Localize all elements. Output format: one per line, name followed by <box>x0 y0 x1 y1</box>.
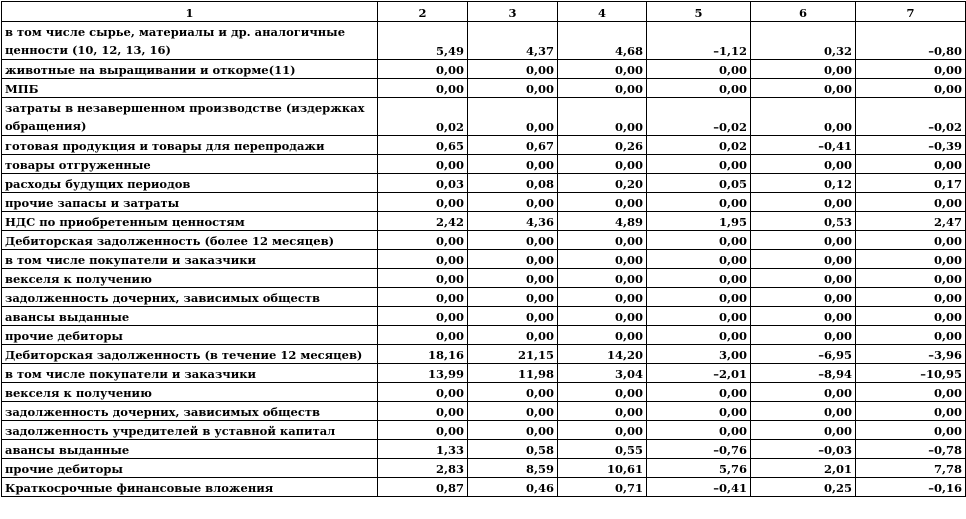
table-cell: 0,12 <box>751 174 856 193</box>
table-cell: 14,20 <box>558 345 647 364</box>
table-cell: 0,00 <box>856 231 966 250</box>
table-row <box>2 79 966 98</box>
table-cell: –0,76 <box>647 440 751 459</box>
table-cell: 21,15 <box>468 345 558 364</box>
table-cell: 0,00 <box>558 250 647 269</box>
table-cell: 0,00 <box>856 60 966 79</box>
row-label: векселя к получению <box>2 269 378 288</box>
table-row <box>2 193 966 212</box>
table-cell: 0,00 <box>856 155 966 174</box>
table-cell: –0,39 <box>856 136 966 155</box>
row-label: в том числе покупатели и заказчики <box>2 250 378 269</box>
table-row <box>2 98 966 136</box>
table-cell: 4,37 <box>468 22 558 60</box>
table-cell: 0,00 <box>856 402 966 421</box>
table-cell: –6,95 <box>751 345 856 364</box>
table-cell: –3,96 <box>856 345 966 364</box>
table-cell: 0,00 <box>378 307 468 326</box>
column-header: 3 <box>468 2 558 22</box>
table-cell: 7,78 <box>856 459 966 478</box>
row-label: Дебиторская задолженность (более 12 месяцев) <box>2 231 378 250</box>
table-cell: 0,00 <box>647 231 751 250</box>
table-row <box>2 288 966 307</box>
table-cell: 0,32 <box>751 22 856 60</box>
table-cell: 0,00 <box>378 269 468 288</box>
table-cell: 0,00 <box>856 288 966 307</box>
row-label: задолженность дочерних, зависимых обществ <box>2 402 378 421</box>
table-cell: 0,00 <box>647 155 751 174</box>
table-body <box>2 22 966 497</box>
table-cell: –0,02 <box>856 98 966 136</box>
table-row <box>2 250 966 269</box>
table-cell: 0,46 <box>468 478 558 497</box>
table-cell: 0,65 <box>378 136 468 155</box>
table-row <box>2 402 966 421</box>
table-cell: 0,00 <box>751 250 856 269</box>
table-cell: 0,00 <box>468 288 558 307</box>
table-cell: 0,00 <box>751 231 856 250</box>
table-cell: 0,00 <box>647 383 751 402</box>
table-cell: 0,00 <box>378 421 468 440</box>
table-cell: 0,00 <box>378 402 468 421</box>
table-row <box>2 383 966 402</box>
row-label: МПБ <box>2 79 378 98</box>
table-cell: 0,05 <box>647 174 751 193</box>
table-cell: 0,00 <box>468 326 558 345</box>
table-cell: 2,47 <box>856 212 966 231</box>
table-cell: 0,00 <box>856 193 966 212</box>
table-row <box>2 307 966 326</box>
table-cell: 0,00 <box>378 250 468 269</box>
row-label: затраты в незавершенном производстве (издержках обращения) <box>2 98 378 136</box>
table-cell: 0,00 <box>647 307 751 326</box>
table-cell: 2,83 <box>378 459 468 478</box>
table-row <box>2 174 966 193</box>
table-cell: 0,00 <box>856 307 966 326</box>
table-cell: 0,00 <box>558 79 647 98</box>
row-label: Дебиторская задолженность (в течение 12 месяцев) <box>2 345 378 364</box>
table-cell: 0,00 <box>558 231 647 250</box>
table-cell: 1,33 <box>378 440 468 459</box>
table-row <box>2 22 966 60</box>
table-cell: 0,00 <box>856 250 966 269</box>
table-cell: 1,95 <box>647 212 751 231</box>
table-cell: 0,25 <box>751 478 856 497</box>
table-cell: 13,99 <box>378 364 468 383</box>
table-cell: 0,00 <box>378 60 468 79</box>
row-label: животные на выращивании и откорме(11) <box>2 60 378 79</box>
table-cell: 0,00 <box>378 326 468 345</box>
table-cell: 0,87 <box>378 478 468 497</box>
table-cell: 0,00 <box>468 79 558 98</box>
column-header: 2 <box>378 2 468 22</box>
table-cell: 0,00 <box>468 98 558 136</box>
table-cell: 0,00 <box>378 231 468 250</box>
table-cell: 0,00 <box>558 98 647 136</box>
column-header: 7 <box>856 2 966 22</box>
table-row <box>2 345 966 364</box>
table-cell: 0,00 <box>856 326 966 345</box>
column-header: 5 <box>647 2 751 22</box>
table-cell: 0,55 <box>558 440 647 459</box>
table-cell: 0,00 <box>647 326 751 345</box>
table-cell: 5,76 <box>647 459 751 478</box>
row-label: расходы будущих периодов <box>2 174 378 193</box>
table-cell: –2,01 <box>647 364 751 383</box>
table-cell: 0,00 <box>751 193 856 212</box>
table-cell: –0,16 <box>856 478 966 497</box>
table-cell: 5,49 <box>378 22 468 60</box>
table-cell: 0,02 <box>647 136 751 155</box>
table-cell: 0,00 <box>751 79 856 98</box>
table-cell: –1,12 <box>647 22 751 60</box>
row-label: товары отгруженные <box>2 155 378 174</box>
table-cell: 0,00 <box>468 155 558 174</box>
table-row <box>2 478 966 497</box>
table-row <box>2 459 966 478</box>
table-cell: 0,00 <box>751 326 856 345</box>
table-cell: 0,00 <box>647 421 751 440</box>
table-cell: 0,00 <box>751 60 856 79</box>
table-cell: 0,00 <box>468 383 558 402</box>
table-cell: 0,00 <box>647 269 751 288</box>
row-label: авансы выданные <box>2 440 378 459</box>
table-cell: 0,00 <box>751 421 856 440</box>
table-row <box>2 440 966 459</box>
row-label: прочие запасы и затраты <box>2 193 378 212</box>
table-cell: 2,01 <box>751 459 856 478</box>
table-row <box>2 269 966 288</box>
table-cell: 0,00 <box>558 269 647 288</box>
table-cell: 0,02 <box>378 98 468 136</box>
table-cell: –0,80 <box>856 22 966 60</box>
row-label: прочие дебиторы <box>2 326 378 345</box>
table-cell: 0,53 <box>751 212 856 231</box>
financial-table <box>1 1 966 497</box>
table-row <box>2 155 966 174</box>
table-cell: 0,00 <box>751 155 856 174</box>
table-cell: 0,00 <box>468 231 558 250</box>
row-label: авансы выданные <box>2 307 378 326</box>
table-cell: 0,00 <box>378 193 468 212</box>
table-cell: 0,00 <box>856 79 966 98</box>
table-cell: 0,17 <box>856 174 966 193</box>
table-cell: 8,59 <box>468 459 558 478</box>
table-cell: 0,00 <box>647 402 751 421</box>
table-cell: 0,00 <box>468 193 558 212</box>
table-cell: 0,67 <box>468 136 558 155</box>
table-cell: 0,00 <box>468 307 558 326</box>
table-cell: 0,58 <box>468 440 558 459</box>
table-cell: 0,00 <box>558 402 647 421</box>
table-cell: 0,00 <box>558 326 647 345</box>
table-cell: –0,78 <box>856 440 966 459</box>
table-cell: 0,00 <box>558 383 647 402</box>
table-cell: –0,41 <box>647 478 751 497</box>
table-cell: –0,02 <box>647 98 751 136</box>
row-label: векселя к получению <box>2 383 378 402</box>
table-cell: –0,41 <box>751 136 856 155</box>
table-cell: 0,00 <box>751 307 856 326</box>
table-cell: 0,08 <box>468 174 558 193</box>
table-cell: 0,00 <box>468 60 558 79</box>
table-cell: 0,00 <box>558 288 647 307</box>
table-cell: –8,94 <box>751 364 856 383</box>
table-cell: 3,04 <box>558 364 647 383</box>
row-label: прочие дебиторы <box>2 459 378 478</box>
table-cell: 2,42 <box>378 212 468 231</box>
table-cell: 0,00 <box>751 98 856 136</box>
table-cell: 0,00 <box>558 421 647 440</box>
column-header: 4 <box>558 2 647 22</box>
table-cell: 0,00 <box>751 269 856 288</box>
table-row <box>2 326 966 345</box>
table-row <box>2 60 966 79</box>
table-cell: 0,00 <box>751 288 856 307</box>
table-row <box>2 231 966 250</box>
table-cell: 11,98 <box>468 364 558 383</box>
table-cell: 3,00 <box>647 345 751 364</box>
table-cell: 0,00 <box>378 383 468 402</box>
table-cell: 0,03 <box>378 174 468 193</box>
row-label: в том числе покупатели и заказчики <box>2 364 378 383</box>
table-cell: 0,00 <box>856 421 966 440</box>
table-row <box>2 212 966 231</box>
table-cell: 0,00 <box>468 421 558 440</box>
table-cell: 0,00 <box>647 288 751 307</box>
row-label: готовая продукция и товары для перепродажи <box>2 136 378 155</box>
row-label: в том числе сырье, материалы и др. аналогичные ценности (10, 12, 13, 16) <box>2 22 378 60</box>
table-cell: 0,00 <box>468 269 558 288</box>
table-cell: 0,00 <box>558 60 647 79</box>
table-cell: 0,00 <box>378 288 468 307</box>
table-cell: 0,00 <box>751 402 856 421</box>
table-cell: 0,00 <box>647 79 751 98</box>
table-cell: 0,00 <box>378 79 468 98</box>
table-cell: 0,00 <box>751 383 856 402</box>
table-cell: 10,61 <box>558 459 647 478</box>
table-cell: –0,03 <box>751 440 856 459</box>
table-cell: 18,16 <box>378 345 468 364</box>
column-header: 6 <box>751 2 856 22</box>
table-cell: 0,00 <box>558 307 647 326</box>
table-cell: 0,71 <box>558 478 647 497</box>
table-row <box>2 421 966 440</box>
row-label: НДС по приобретенным ценностям <box>2 212 378 231</box>
header-row <box>2 2 966 22</box>
column-header: 1 <box>2 2 378 22</box>
row-label: задолженность учредителей в уставной капитал <box>2 421 378 440</box>
table-cell: 0,00 <box>647 193 751 212</box>
table-cell: 0,00 <box>856 383 966 402</box>
row-label: задолженность дочерних, зависимых обществ <box>2 288 378 307</box>
table-row <box>2 364 966 383</box>
table-cell: 4,36 <box>468 212 558 231</box>
table-cell: 0,00 <box>647 60 751 79</box>
table-cell: –10,95 <box>856 364 966 383</box>
table-row <box>2 136 966 155</box>
table-cell: 0,00 <box>378 155 468 174</box>
row-label: Краткосрочные финансовые вложения <box>2 478 378 497</box>
table-cell: 0,26 <box>558 136 647 155</box>
table-cell: 0,00 <box>468 402 558 421</box>
table-cell: 4,89 <box>558 212 647 231</box>
table-cell: 0,00 <box>856 269 966 288</box>
table-cell: 0,20 <box>558 174 647 193</box>
table-cell: 4,68 <box>558 22 647 60</box>
table-cell: 0,00 <box>558 193 647 212</box>
table-cell: 0,00 <box>647 250 751 269</box>
table-cell: 0,00 <box>558 155 647 174</box>
table-cell: 0,00 <box>468 250 558 269</box>
